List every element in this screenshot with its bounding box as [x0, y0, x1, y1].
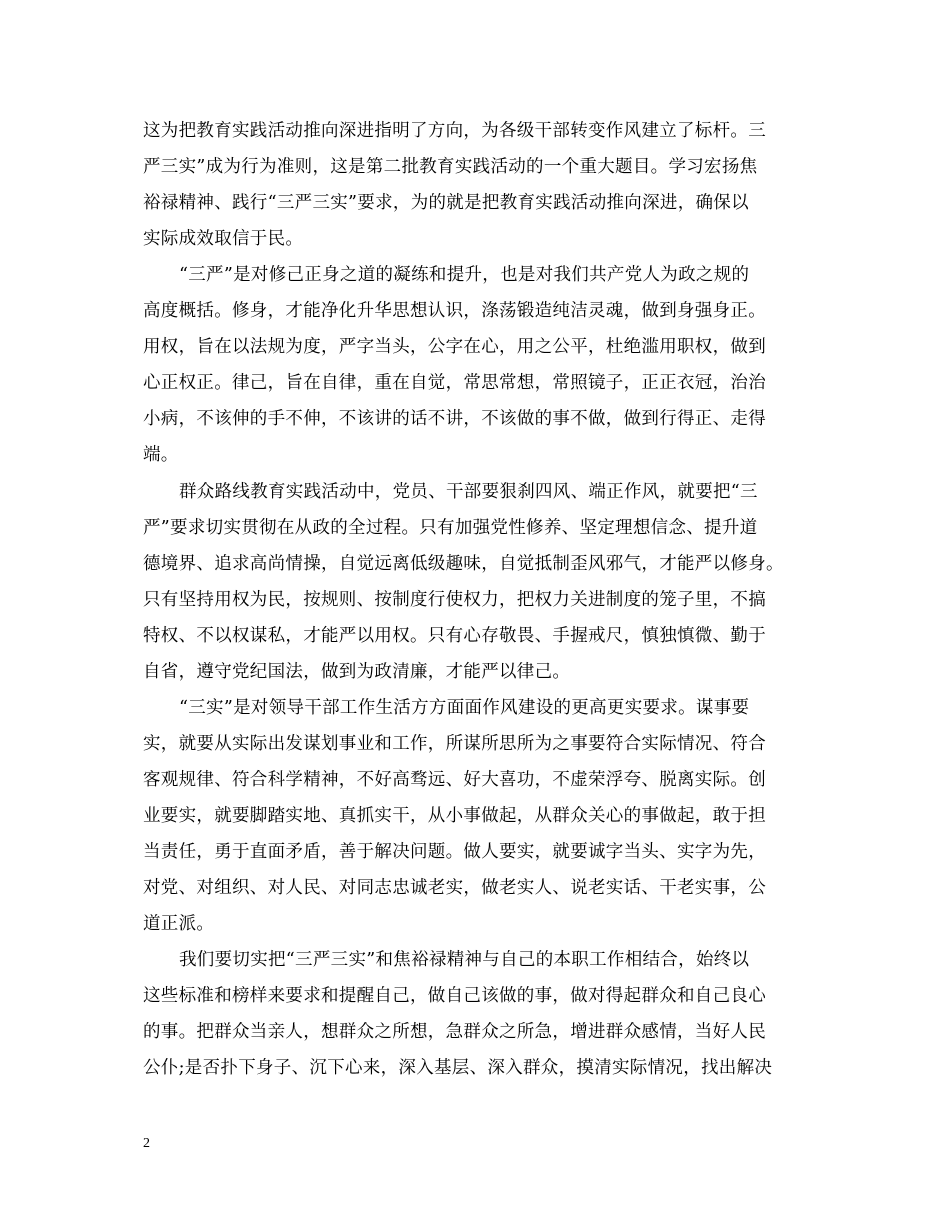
- paragraph-first-line: “三严”是对修己正身之道的凝练和提升，也是对我们共产党人为政之规的: [179, 265, 750, 285]
- page-number: 2: [143, 1136, 150, 1151]
- text-line: 当责任，勇于直面矛盾，善于解决问题。做人要实，就要诚字当头、实字为先，: [143, 842, 766, 862]
- text-line: 高度概括。修身，才能净化升华思想认识，涤荡锻造纯洁灵魂，做到身强身正。: [143, 301, 766, 321]
- text-line: 对党、对组织、对人民、对同志忠诚老实，做老实人、说老实话、干老实事，公: [143, 878, 766, 898]
- text-line: 小病，不该伸的手不伸，不该讲的话不讲，不该做的事不做，做到行得正、走得: [143, 409, 766, 429]
- text-line: 严”要求切实贯彻在从政的全过程。只有加强党性修养、坚定理想信念、提升道: [143, 518, 758, 538]
- text-line: 道正派。: [143, 914, 215, 934]
- text-line: 严三实”成为行为准则，这是第二批教育实践活动的一个重大题目。学习宏扬焦: [143, 157, 758, 177]
- text-line: 实，就要从实际出发谋划事业和工作，所谋所思所为之事要符合实际情况、符合: [143, 734, 766, 754]
- text-line: 实际成效取信于民。: [143, 229, 304, 249]
- text-line: 特权、不以权谋私，才能严以用权。只有心存敬畏、手握戒尺，慎独慎微、勤于: [143, 626, 766, 646]
- text-line: 这些标准和榜样来要求和提醒自己，做自己该做的事，做对得起群众和自己良心: [143, 986, 766, 1006]
- text-line: 的事。把群众当亲人，想群众之所想，急群众之所急，增进群众感情，当好人民: [143, 1022, 766, 1042]
- text-line: 德境界、追求高尚情操，自觉远离低级趣味，自觉抵制歪风邪气，才能严以修身。: [143, 554, 784, 574]
- text-line: 心正权正。律己，旨在自律，重在自觉，常思常想，常照镜子，正正衣冠，治治: [143, 373, 766, 393]
- paragraph-first-line: 我们要切实把“三严三实”和焦裕禄精神与自己的本职工作相结合，始终以: [179, 950, 750, 970]
- text-line: 客观规律、符合科学精神，不好高骛远、好大喜功，不虚荣浮夸、脱离实际。创: [143, 770, 766, 790]
- text-line: 公仆;是否扑下身子、沉下心来，深入基层、深入群众，摸清实际情况，找出解决: [143, 1058, 773, 1078]
- text-line: 这为把教育实践活动推向深进指明了方向，为各级干部转变作风建立了标杆。三: [143, 121, 766, 141]
- text-line: 裕禄精神、践行“三严三实”要求，为的就是把教育实践活动推向深进，确保以: [143, 193, 749, 213]
- text-line: 自省，遵守党纪国法，做到为政清廉，才能严以律己。: [143, 662, 571, 682]
- text-line: 业要实，就要脚踏实地、真抓实干，从小事做起，从群众关心的事做起，敢于担: [143, 806, 766, 826]
- paragraph-first-line: 群众路线教育实践活动中，党员、干部要狠刹四风、端正作风，就要把“三: [179, 482, 758, 502]
- text-line: 只有坚持用权为民，按规则、按制度行使权力，把权力关进制度的笼子里，不搞: [143, 590, 766, 610]
- text-line: 用权，旨在以法规为度，严字当头，公字在心，用之公平，杜绝滥用职权，做到: [143, 337, 766, 357]
- text-line: 端。: [143, 445, 179, 465]
- paragraph-first-line: “三实”是对领导干部工作生活方方面面作风建设的更高更实要求。谋事要: [179, 698, 750, 718]
